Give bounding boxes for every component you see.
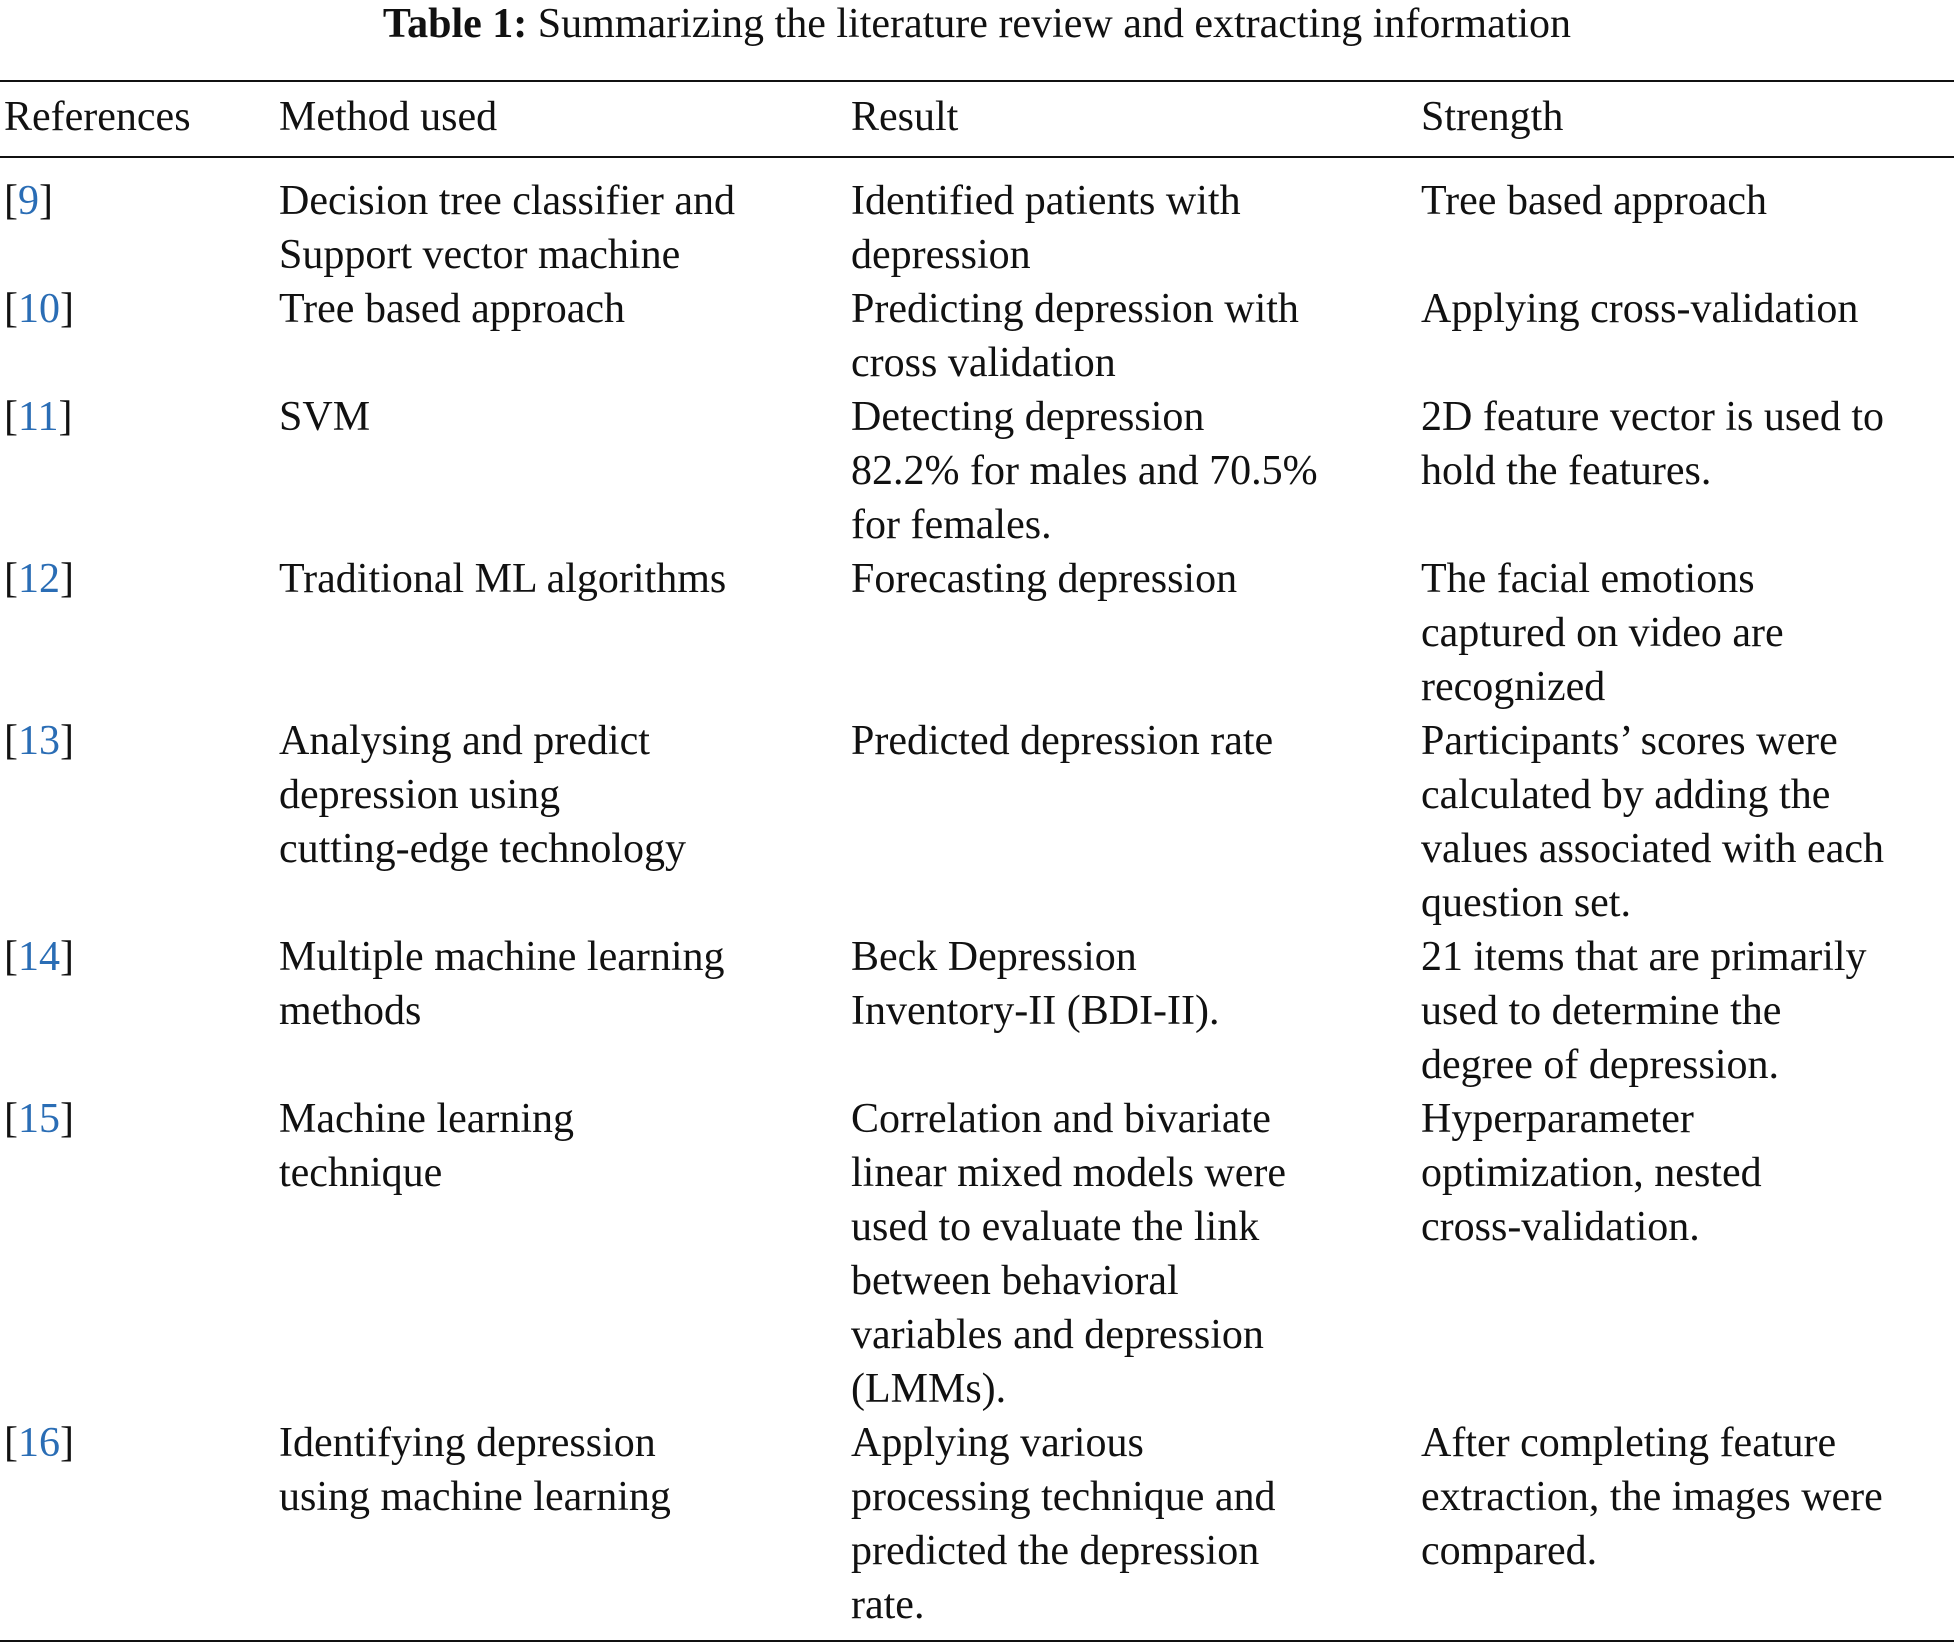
method-cell-line: SVM [279,394,371,440]
result-cell-line: rate. [851,1582,925,1628]
strength-cell-line: extraction, the images were [1421,1474,1883,1520]
result-cell-line: Applying various [851,1420,1144,1466]
strength-cell-line: After completing feature [1421,1420,1837,1466]
result-cell [851,930,1220,1038]
method-cell-line: technique [279,1150,443,1196]
strength-cell-line: values associated with each [1421,826,1884,872]
result-cell-line: Identified patients with [851,178,1241,224]
reference-link[interactable]: 16 [18,1420,60,1466]
strength-cell-line: 21 items that are primarily [1421,934,1867,980]
reference-link[interactable]: 15 [18,1096,60,1142]
bottom-rule [0,1640,1954,1642]
result-cell-line: Predicted depression rate [851,718,1274,764]
method-cell-line: Machine learning [279,1096,575,1142]
strength-cell-line: degree of depression. [1421,1042,1780,1088]
table-caption [0,0,1954,48]
reference-cell: [14] [4,934,74,980]
result-cell [851,1092,1286,1416]
result-cell-line: Detecting depression [851,394,1205,440]
strength-cell [1421,1092,1762,1254]
result-cell-line: cross validation [851,340,1116,386]
result-cell-line: depression [851,232,1031,278]
strength-cell [1421,282,1858,336]
strength-cell-line: captured on video are [1421,610,1784,656]
method-cell [279,282,625,336]
strength-cell-line: The facial emotions [1421,556,1755,602]
result-cell-line: predicted the depression [851,1528,1260,1574]
method-cell [279,714,686,876]
header-rule [0,156,1954,158]
reference-cell: [9] [4,178,53,224]
result-cell [851,174,1241,282]
reference-link[interactable]: 12 [18,556,60,602]
strength-cell-line: hold the features. [1421,448,1712,494]
method-cell-line: Analysing and predict [279,718,650,764]
result-cell-line: Forecasting depression [851,556,1238,602]
table-header [0,82,1954,152]
result-cell-line: Predicting depression with [851,286,1299,332]
strength-cell-line: question set. [1421,880,1631,926]
method-cell [279,1092,574,1200]
result-cell [851,552,1237,606]
method-cell-line: Traditional ML algorithms [279,556,727,602]
strength-cell-line: compared. [1421,1528,1598,1574]
method-cell-line: Identifying depression [279,1420,656,1466]
header-result: Result [851,94,959,140]
reference-link[interactable]: 14 [18,934,60,980]
result-cell-line: processing technique and [851,1474,1276,1520]
method-cell [279,390,370,444]
strength-cell [1421,552,1784,714]
reference-cell: [11] [4,394,73,440]
strength-cell-line: Hyperparameter [1421,1096,1694,1142]
strength-cell-line: cross-validation. [1421,1204,1700,1250]
result-cell [851,714,1273,768]
strength-cell [1421,930,1867,1092]
method-cell-line: using machine learning [279,1474,671,1520]
strength-cell-line: optimization, nested [1421,1150,1762,1196]
method-cell-line: depression using [279,772,561,818]
reference-link[interactable]: 10 [18,286,60,332]
reference-cell: [13] [4,718,74,764]
method-cell-line: Decision tree classifier and [279,178,735,224]
result-cell-line: variables and depression [851,1312,1264,1358]
result-cell-line: (LMMs). [851,1366,1007,1412]
header-strength: Strength [1421,94,1564,140]
result-cell-line: Inventory-II (BDI-II). [851,988,1220,1034]
result-cell-line: linear mixed models were [851,1150,1287,1196]
strength-cell [1421,390,1884,498]
method-cell [279,930,725,1038]
caption-text: Summarizing the literature review and extracting information [537,1,1572,47]
reference-cell: [15] [4,1096,74,1142]
result-cell-line: 82.2% for males and 70.5% [851,448,1318,494]
method-cell-line: Multiple machine learning [279,934,725,980]
result-cell-line: Correlation and bivariate [851,1096,1271,1142]
strength-cell-line: Applying cross-validation [1421,286,1859,332]
strength-cell-line: 2D feature vector is used to [1421,394,1885,440]
method-cell [279,174,735,282]
result-cell-line: between behavioral [851,1258,1179,1304]
result-cell-line: Beck Depression [851,934,1137,980]
method-cell [279,552,726,606]
result-cell-line: for females. [851,502,1052,548]
reference-cell: [16] [4,1420,74,1466]
reference-cell: [10] [4,286,74,332]
result-cell [851,390,1318,552]
method-cell-line: Support vector machine [279,232,681,278]
strength-cell-line: used to determine the [1421,988,1782,1034]
result-cell-line: used to evaluate the link [851,1204,1260,1250]
method-cell-line: Tree based approach [279,286,625,332]
strength-cell [1421,1416,1883,1578]
strength-cell-line: Participants’ scores were [1421,718,1838,764]
strength-cell-line: Tree based approach [1421,178,1767,224]
reference-link[interactable]: 11 [18,394,59,440]
method-cell [279,1416,671,1524]
method-cell-line: cutting-edge technology [279,826,687,872]
caption-label: Table 1: [382,1,528,47]
reference-cell: [12] [4,556,74,602]
strength-cell [1421,174,1767,228]
strength-cell [1421,714,1884,930]
result-cell [851,282,1299,390]
strength-cell-line: calculated by adding the [1421,772,1831,818]
strength-cell-line: recognized [1421,664,1606,710]
method-cell-line: methods [279,988,422,1034]
result-cell [851,1416,1276,1632]
header-references: References [4,94,191,140]
reference-link[interactable]: 9 [18,178,39,224]
reference-link[interactable]: 13 [18,718,60,764]
header-method-used: Method used [279,94,498,140]
